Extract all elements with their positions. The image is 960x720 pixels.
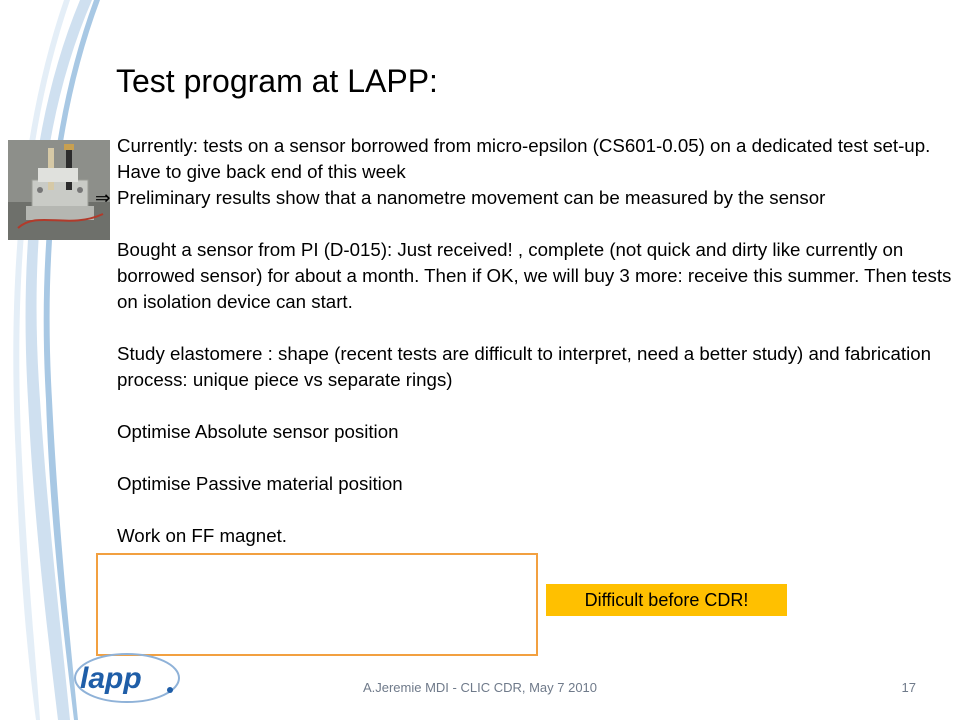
lapp-logo-text: lapp xyxy=(80,662,142,695)
preliminary-results-text: Preliminary results show that a nanometre movement can be measured by the sensor xyxy=(117,187,826,208)
lapp-logo xyxy=(72,650,182,706)
paragraph-elastomere: Study elastomere : shape (recent tests are difficult to interpret, need a better study) and fabrication process: unique piece vs separate rings) xyxy=(117,343,932,390)
paragraph-preliminary-results xyxy=(117,185,959,211)
paragraph-passive-material: Optimise Passive material position xyxy=(117,473,403,494)
paragraph-ff-magnet: Work on FF magnet. xyxy=(117,525,287,546)
highlight-box xyxy=(96,553,538,656)
paragraph-absolute-sensor: Optimise Absolute sensor position xyxy=(117,421,399,442)
slide-body xyxy=(117,133,959,549)
paragraph-give-back: Have to give back end of this week xyxy=(117,161,406,182)
slide-title: Test program at LAPP: xyxy=(116,63,438,99)
paragraph-pi-sensor: Bought a sensor from PI (D-015): Just received! , complete (not quick and dirty like currently on borrowed sensor) for about a month. Then if OK, we will buy 3 more: receive this summer. Then tests on isolation device can start. xyxy=(117,239,952,312)
page-number: 17 xyxy=(901,680,916,695)
paragraph-current-tests: Currently: tests on a sensor borrowed from micro-epsilon (CS601-0.05) on a dedicated test set-up. xyxy=(117,135,931,156)
footer-text: A.Jeremie MDI - CLIC CDR, May 7 2010 xyxy=(362,680,598,695)
callout-difficult-before-cdr: Difficult before CDR! xyxy=(546,584,787,616)
